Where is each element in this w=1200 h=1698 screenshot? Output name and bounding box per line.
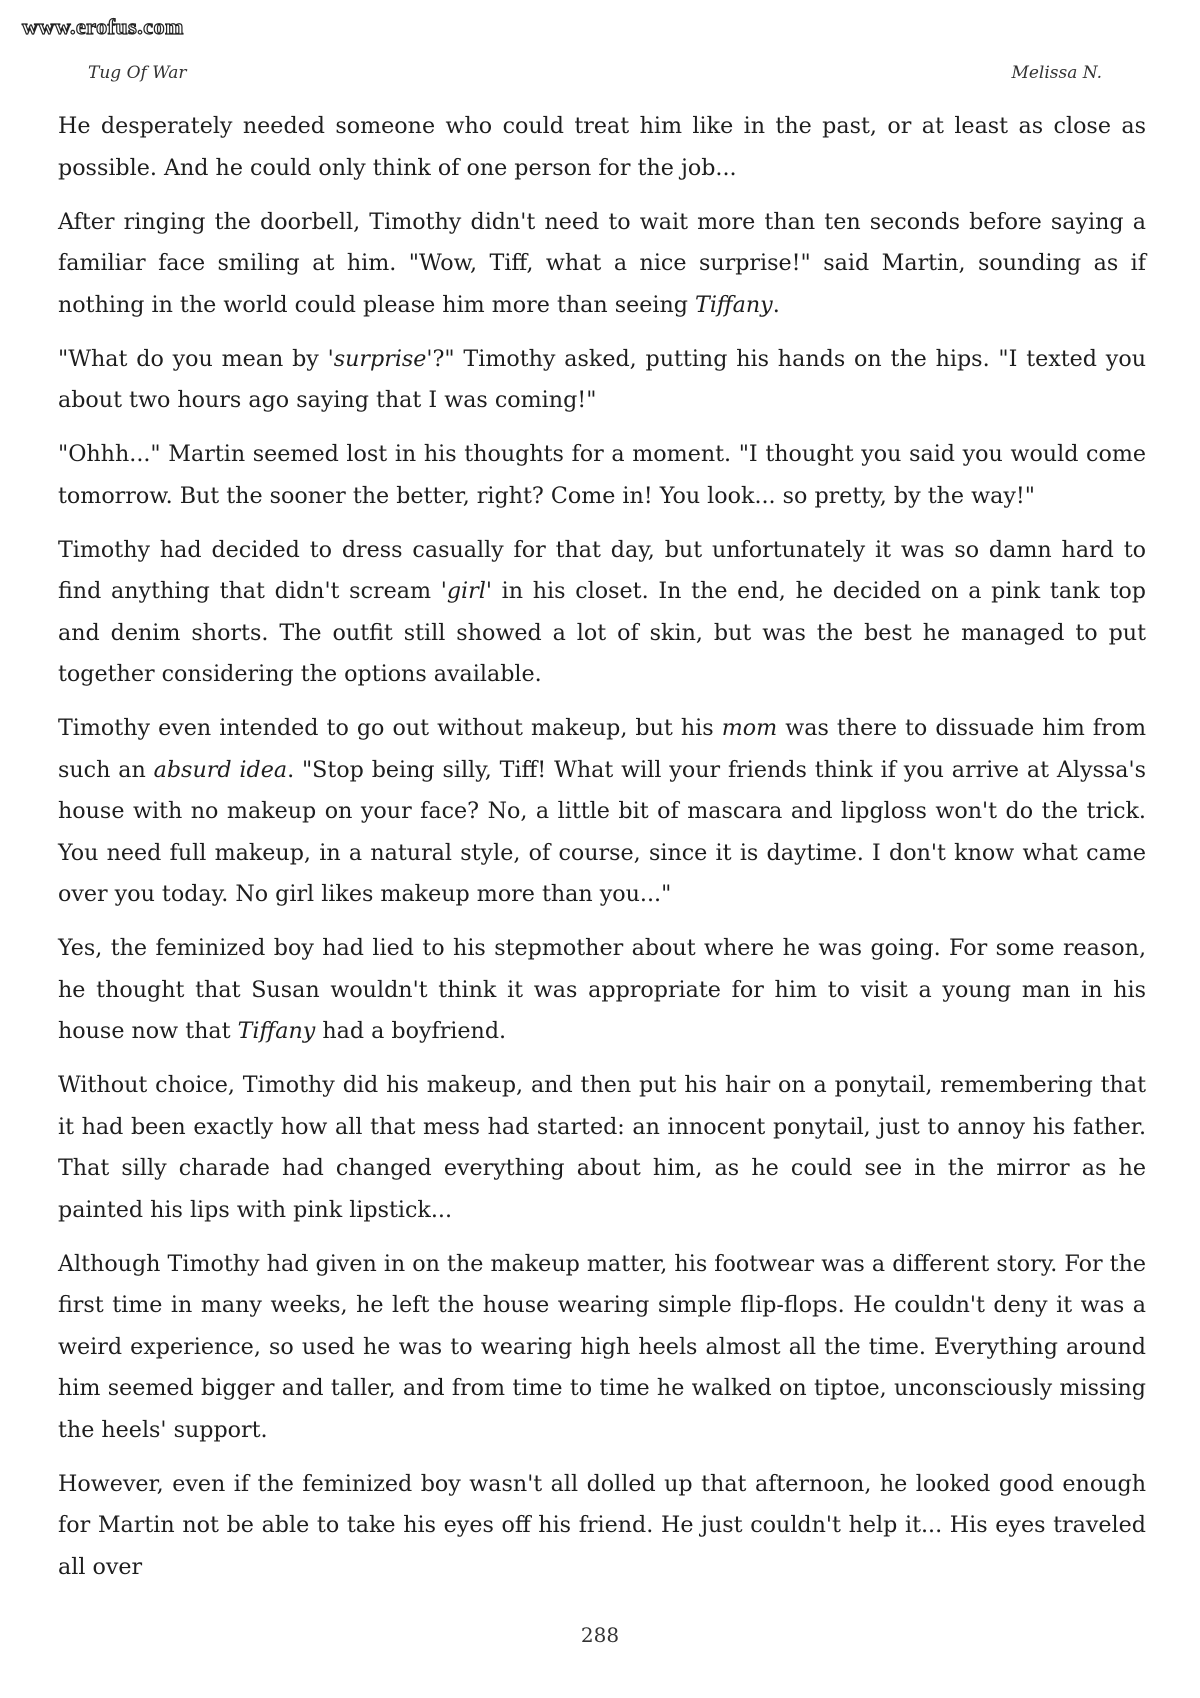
text-run: "What do you mean by	[58, 345, 328, 372]
watermark-text: www.erofus.com	[22, 14, 184, 39]
text-run: However, even if the feminized boy wasn't all dolled up that afternoon, he looked good enough for Martin not be able to take his eyes off his friend. He just couldn't help it... His eyes traveled all over	[58, 1470, 1146, 1580]
paragraph	[58, 106, 1146, 189]
text-run: Without choice, Timothy did his makeup, and then put his hair on a ponytail, remembering that it had been exactly how all that mess had started: an innocent ponytail, just to annoy his father. That silly charade had changed everything about him, as he could see in the mirror as he painted his lips with pink lipstick...	[58, 1072, 1146, 1223]
text-run: Timothy had decided to dress casually for that day, but unfortunately it was so damn hard to find anything that didn't scream	[58, 536, 1146, 604]
paragraph	[58, 928, 1146, 1053]
paragraph	[58, 1244, 1146, 1452]
italic-text: mom	[721, 715, 778, 741]
italic-text: Tiffany	[237, 1018, 316, 1044]
italic-text: absurd idea	[153, 756, 288, 783]
paragraph	[58, 339, 1146, 422]
text-run: ?" Timothy asked, putting his hands on the hips. "I texted you about two hours ago saying that I was coming!"	[58, 345, 1146, 413]
text-run: After ringing the doorbell, Timothy didn't need to wait more than ten seconds before saying a familiar face smiling at him. "Wow, Tiff, what a nice surprise!" said Martin, sounding as if nothing in the world could please him more than seeing	[58, 208, 1146, 318]
text-run: Timothy even intended to go out without makeup, but his	[58, 715, 722, 741]
text-run: Although Timothy had given in on the makeup matter, his footwear was a different story. For the first time in many weeks, he left the house wearing simple flip-flops. He couldn't deny it was a weird experience, so used he was to wearing high heels almost all the time. Everything around him seemed bigger and taller, and from time to time he walked on tiptoe, unconsciously missing the heels' support.	[58, 1250, 1146, 1443]
text-run: He desperately needed someone who could treat him like in the past, or at least as close as possible. And he could only think of one person for the job...	[58, 113, 1146, 181]
running-header-author: Melissa N.	[1011, 63, 1102, 83]
italic-text: Tiffany	[695, 291, 773, 318]
body-text	[58, 106, 1146, 1601]
text-run: .	[772, 291, 780, 318]
text-run: Yes, the feminized boy had lied to his stepmother about where he was going. For some reason, he thought that Susan wouldn't think it was appropriate for him to visit a young man in his house now that	[58, 935, 1146, 1044]
text-run: "Ohhh..." Martin seemed lost in his thoughts for a moment. "I thought you said you would come tomorrow. But the sooner the better, right? Come in! You look... so pretty, by the way!"	[58, 441, 1146, 509]
text-run: was there to dissuade him from such an	[58, 715, 1146, 783]
paragraph	[58, 708, 1146, 916]
text-run: had a boyfriend.	[315, 1018, 507, 1044]
paragraph	[58, 1464, 1146, 1589]
italic-text: 'surprise'	[327, 345, 433, 372]
text-run: . "Stop being silly, Tiff! What will your friends think if you arrive at Alyssa's house with no makeup on your face? No, a little bit of mascara and lipgloss won't do the trick. You need full makeup, in a natural style, of course, since it is daytime. I don't know what came over you today. No girl likes makeup more than you..."	[58, 756, 1146, 907]
paragraph	[58, 434, 1146, 517]
text-run: in his closet. In the end, he decided on a pink tank top and denim shorts. The outfit still showed a lot of skin, but was the best he managed to put together considering the options available.	[58, 578, 1146, 687]
running-header-title: Tug Of War	[88, 63, 187, 83]
italic-text: 'girl'	[440, 578, 492, 604]
page-number: 288	[580, 1623, 620, 1647]
paragraph	[58, 1065, 1146, 1231]
paragraph	[58, 530, 1146, 696]
paragraph	[58, 202, 1146, 327]
